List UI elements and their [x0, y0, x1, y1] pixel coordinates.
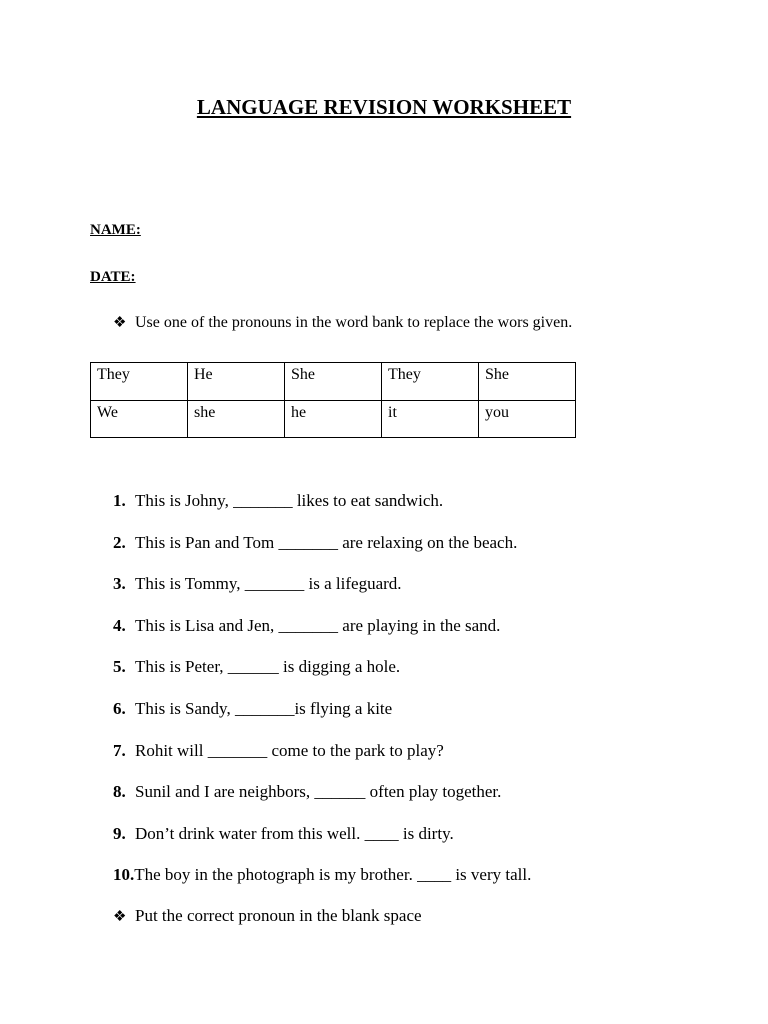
- word-bank-cell: she: [188, 401, 285, 438]
- question-number: 9.: [113, 823, 126, 843]
- word-bank-cell: She: [479, 363, 576, 401]
- question-number: 3.: [113, 574, 126, 594]
- question-item: [113, 573, 531, 615]
- question-text: This is Peter, ______ is digging a hole.: [135, 657, 401, 677]
- word-bank-cell: you: [479, 401, 576, 438]
- question-item: [113, 740, 531, 782]
- question-number: 5.: [113, 657, 126, 677]
- question-item: [113, 823, 531, 865]
- question-number: 2.: [113, 532, 126, 552]
- diamond-bullet-icon: ❖: [113, 315, 127, 331]
- question-item: [113, 615, 531, 657]
- question-item: [113, 656, 531, 698]
- instruction-word-bank: [113, 313, 572, 333]
- question-item: [113, 781, 531, 823]
- question-text: This is Lisa and Jen, _______ are playing in the sand.: [135, 615, 501, 635]
- question-number: 6.: [113, 698, 126, 718]
- question-text: This is Sandy, _______is flying a kite: [135, 698, 393, 718]
- word-bank-cell: We: [91, 401, 188, 438]
- word-bank-cell: They: [382, 363, 479, 401]
- instruction-text: Put the correct pronoun in the blank space: [135, 906, 422, 925]
- question-item: [113, 490, 531, 532]
- name-label: NAME:: [90, 222, 141, 238]
- worksheet-title: LANGUAGE REVISION WORKSHEET: [196, 95, 572, 119]
- question-item: [113, 864, 531, 906]
- date-label: DATE:: [90, 269, 136, 285]
- word-bank-cell: They: [91, 363, 188, 401]
- diamond-bullet-icon: ❖: [113, 909, 127, 925]
- word-bank-cell: he: [285, 401, 382, 438]
- instruction-text: Use one of the pronouns in the word bank to replace the wors given.: [135, 314, 573, 331]
- question-number: 4.: [113, 615, 126, 635]
- word-bank-cell: She: [285, 363, 382, 401]
- word-bank-table: [90, 362, 576, 438]
- instruction-fill-blank: [113, 906, 422, 927]
- question-number: 10.: [113, 865, 135, 885]
- question-text: Don’t drink water from this well. ____ is dirty.: [135, 823, 454, 843]
- question-item: [113, 532, 531, 574]
- question-item: [113, 698, 531, 740]
- question-number: 7.: [113, 740, 126, 760]
- question-text: Sunil and I are neighbors, ______ often play together.: [135, 782, 502, 802]
- question-number: 8.: [113, 782, 126, 802]
- question-text: This is Pan and Tom _______ are relaxing on the beach.: [135, 532, 518, 552]
- word-bank-cell: He: [188, 363, 285, 401]
- word-bank-row: [91, 401, 576, 438]
- question-number: 1.: [113, 491, 126, 510]
- question-text: This is Tommy, _______ is a lifeguard.: [135, 574, 402, 594]
- question-text: The boy in the photograph is my brother. ____ is very tall.: [134, 865, 532, 885]
- word-bank-cell: it: [382, 401, 479, 438]
- question-text: Rohit will _______ come to the park to play?: [135, 740, 444, 760]
- question-text: This is Johny, _______ likes to eat sandwich.: [135, 491, 444, 510]
- word-bank-row: [91, 363, 576, 401]
- question-list: [113, 490, 531, 906]
